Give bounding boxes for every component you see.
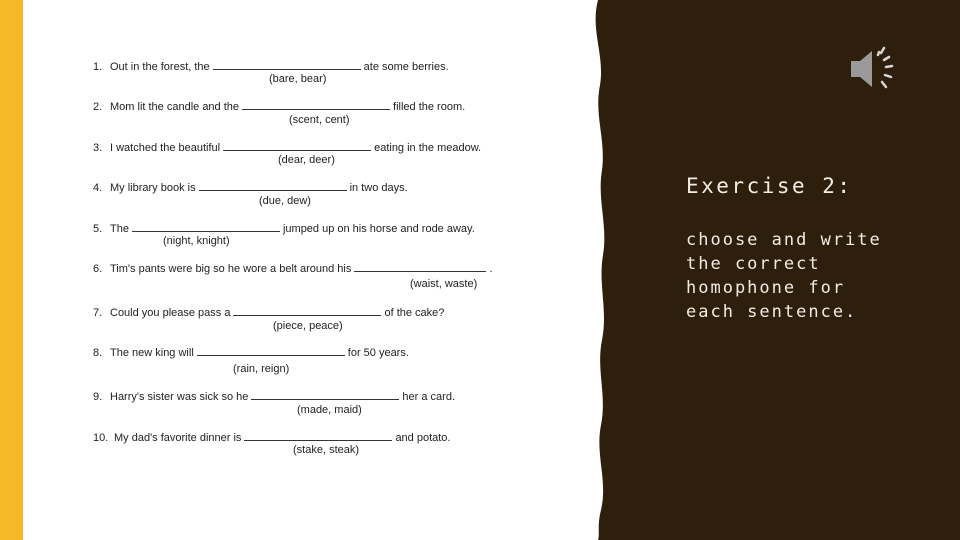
question-text: My dad's favorite dinner is <box>114 432 242 444</box>
exercise-instructions: choose and write the correct homophone for each sentence. <box>686 230 882 322</box>
options-2: (scent, cent) <box>289 114 350 126</box>
question-text: My library book is <box>110 182 196 194</box>
question-number: 1. <box>93 61 103 73</box>
question-number: 8. <box>93 347 103 359</box>
options-6: (waist, waste) <box>410 278 478 290</box>
question-text: I watched the beautiful <box>110 142 221 154</box>
question-text: Out in the forest, the <box>110 61 210 73</box>
question-text-end: ate some berries. <box>363 61 449 73</box>
question-text: Could you please pass a <box>110 307 231 319</box>
question-text-end: of the cake? <box>384 307 445 319</box>
exercise-title: Exercise 2: <box>686 174 853 198</box>
question-text: Harry's sister was sick so he <box>110 391 249 403</box>
question-number: 3. <box>93 142 103 154</box>
question-text: The <box>110 223 129 235</box>
question-number: 6. <box>93 263 103 275</box>
options-7: (piece, peace) <box>273 320 343 332</box>
question-number: 9. <box>93 391 103 403</box>
question-number: 10. <box>93 432 109 444</box>
speaker-icon[interactable] <box>848 45 900 93</box>
question-text-end: her a card. <box>402 391 456 403</box>
question-number: 2. <box>93 101 103 113</box>
question-number: 5. <box>93 223 103 235</box>
question-number: 7. <box>93 307 103 319</box>
question-number: 4. <box>93 182 103 194</box>
options-4: (due, dew) <box>259 195 311 207</box>
question-text-end: and potato. <box>395 432 451 444</box>
question-text-end: jumped up on his horse and rode away. <box>282 223 475 235</box>
question-text-end: . <box>489 263 493 275</box>
options-10: (stake, steak) <box>293 444 360 456</box>
question-text-end: eating in the meadow. <box>374 142 482 154</box>
options-5: (night, knight) <box>163 235 230 247</box>
question-text-end: in two days. <box>349 182 408 194</box>
question-text: Tim's pants were big so he wore a belt around his <box>110 263 352 275</box>
question-text-end: for 50 years. <box>347 347 409 359</box>
question-text: The new king will <box>110 347 194 359</box>
options-8: (rain, reign) <box>233 363 290 375</box>
options-9: (made, maid) <box>297 404 362 416</box>
options-1: (bare, bear) <box>269 73 327 85</box>
options-3: (dear, deer) <box>278 154 335 166</box>
question-text: Mom lit the candle and the <box>110 101 240 113</box>
question-text-end: filled the room. <box>393 101 466 113</box>
